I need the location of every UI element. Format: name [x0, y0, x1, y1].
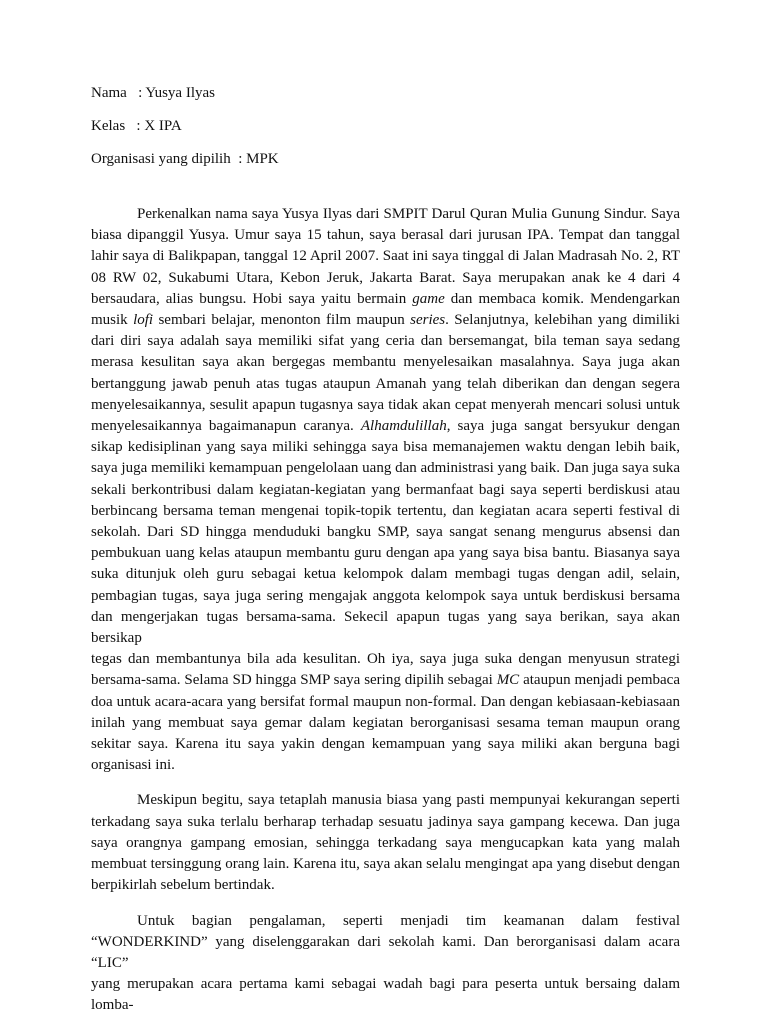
text-line: suka ditunjuk oleh guru sebagai ketua kelompok dalam membagi tugas dengan adil, selain,: [91, 566, 680, 583]
text-line: dan mengerjakan tugas bersama-sama. Sekecil apapun tugas yang saya berikan, saya akan bersikap: [91, 608, 680, 647]
text-line: doa untuk acara-acara yang bersifat formal maupun non-formal. Dan dengan kebiasaan-kebiasaan: [91, 693, 680, 710]
text-line: pembagian tugas, saya juga sering mengajak anggota kelompok saya untuk berdiskusi bersama: [91, 587, 680, 604]
text-line: 08 RW 02, Sukabumi Utara, Kebon Jeruk, Jakarta Barat. Saya merupakan anak ke 4 dari 4: [91, 269, 680, 286]
text-line: sekolah. Dari SD hingga menduduki bangku SMP, saya sangat senang mengurus absensi dan: [91, 524, 680, 541]
text-line: saya juga memiliki kemampuan pengelolaan uang dan administrasi yang baik. Dan juga saya suka: [91, 460, 680, 477]
class-field: Kelas : X IPA: [91, 118, 182, 134]
text-line: pembukuan uang kelas ataupun membantu guru dengan apa yang saya bisa bantu. Biasanya saya: [91, 545, 680, 562]
text-line: terkadang saya suka terlalu berharap terhadap sesuatu jadinya saya gampang kecewa. Dan juga: [91, 813, 680, 830]
name-field: Nama : Yusya Ilyas: [91, 85, 215, 101]
text-line: menyelesaikannya bagaimanapun caranya. Alhamdulillah, saya juga sangat bersyukur dengan: [91, 418, 680, 435]
text-line: bersaudara, alias bungsu. Hobi saya yaitu bermain game dan membaca komik. Mendengarkan: [91, 290, 680, 307]
paragraph: [91, 204, 680, 776]
text-line: membuat tersinggung orang lain. Karena itu, saya akan selalu mengingat apa yang disebut dengan: [91, 856, 680, 873]
text-line: berpikirlah sebelum bertindak.: [91, 877, 275, 894]
text-line: biasa dipanggil Yusya. Umur saya 15 tahun, saya berasal dari jurusan IPA. Tempat dan tanggal: [91, 227, 680, 244]
paragraph: [91, 790, 680, 896]
identity-block: [91, 84, 680, 169]
text-line: merasa kesulitan saya akan bergegas membantu menyelesaikan masalahnya. Saya juga akan: [91, 354, 680, 371]
text-line: dari diri saya adalah saya memiliki sifat yang ceria dan bersemangat, bila teman saya sedang: [91, 333, 680, 350]
text-line: Untuk bagian pengalaman, seperti menjadi tim keamanan dalam festival: [137, 912, 680, 929]
text-line: tegas dan membantunya bila ada kesulitan. Oh iya, saya juga suka dengan menyusun strategi: [91, 651, 680, 668]
text-line: sekitar saya. Karena itu saya yakin dengan kemampuan yang saya miliki akan berguna bagi: [91, 736, 680, 753]
text-line: inilah yang membuat saya gemar dalam kegiatan berorganisasi sesama teman maupun orang: [91, 714, 680, 731]
organization-field: Organisasi yang dipilih : MPK: [91, 151, 279, 167]
text-line: lahir saya di Balikpapan, tanggal 12 April 2007. Saat ini saya tinggal di Jalan Madrasah No. 2, RT: [91, 248, 680, 265]
text-line: sikap kedisiplinan yang saya miliki sehingga saya bisa memanajemen waktu dengan lebih baik,: [91, 439, 680, 456]
text-line: menyelesaikannya, sesulit apapun tugasnya saya tidak akan cepat menyerah mencari solusi untuk: [91, 396, 680, 413]
text-line: saya orangnya gampang emosian, sehingga terkadang saya mengucapkan kata yang malah: [91, 834, 680, 851]
text-line: bertanggung jawab penuh atas tugas ataupun Amanah yang telah diberikan dan dengan segera: [91, 375, 680, 392]
text-line: sekali berkontribusi dalam kegiatan-kegiatan yang bermanfaat bagi saya seperti berdiskusi atau: [91, 481, 680, 498]
text-line: yang merupakan acara pertama kami sebagai wadah bagi para peserta untuk bersaing dalam lomba-: [91, 976, 680, 1014]
text-line: organisasi ini.: [91, 757, 175, 774]
document-body: [91, 204, 680, 1017]
text-line: Meskipun begitu, saya tetaplah manusia biasa yang pasti mempunyai kekurangan seperti: [137, 792, 680, 809]
text-line: berbincang bersama teman mengenai topik-topik tertentu, dan kegiatan acara seperti festival di: [91, 502, 680, 519]
paragraph: [91, 911, 680, 1017]
text-line: “WONDERKIND” yang diselenggarakan dari sekolah kami. Dan berorganisasi dalam acara “LIC”: [91, 933, 680, 971]
text-line: musik lofi sembari belajar, menonton film maupun series. Selanjutnya, kelebihan yang dimiliki: [91, 312, 680, 329]
text-line: bersama-sama. Selama SD hingga SMP saya sering dipilih sebagai MC ataupun menjadi pembaca: [91, 672, 680, 689]
text-line: Perkenalkan nama saya Yusya Ilyas dari SMPIT Darul Quran Mulia Gunung Sindur. Saya: [137, 206, 680, 222]
